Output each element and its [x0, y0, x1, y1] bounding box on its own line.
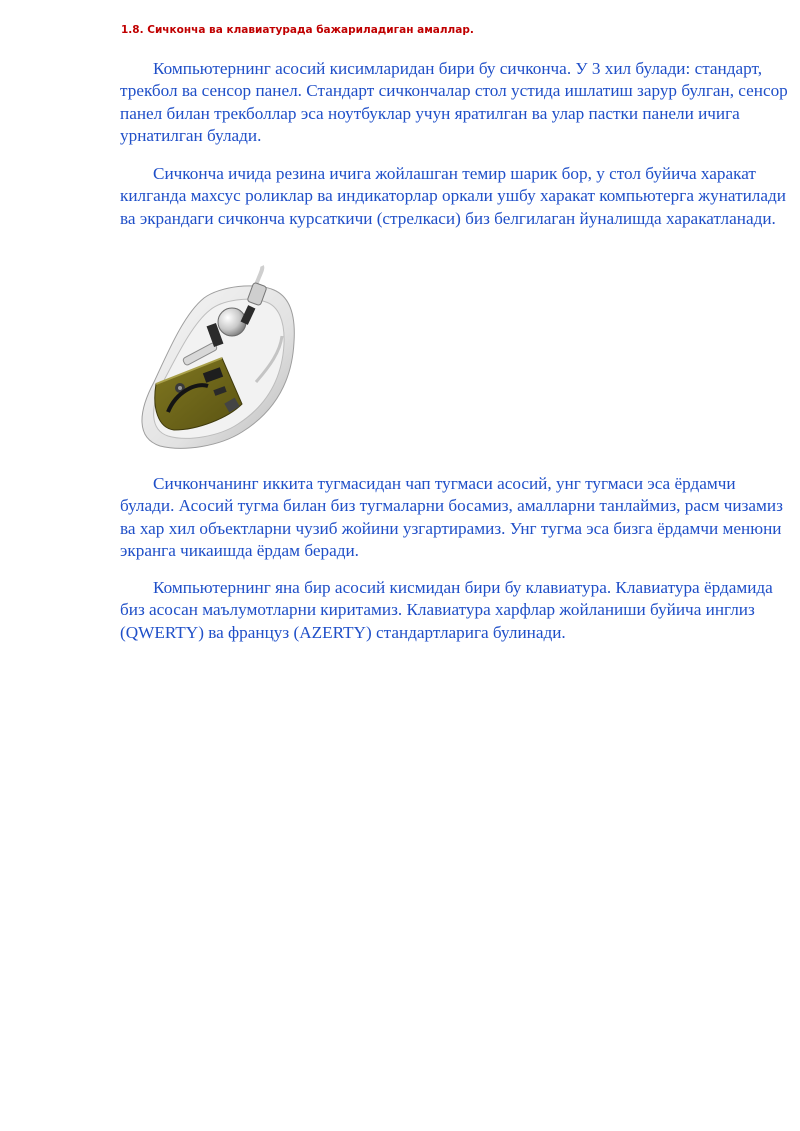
paragraph-mouse-ball: Сичконча ичида резина ичига жойлашган темир шарик бор, у стол буйича харакат килганда махсус роликлар ва индикаторлар оркали ушбу харакат компьютерга жунатилади ва экрандаги сичконча курсаткичи (стрелкаси) биз белгилаган йуналишда харакатланади.: [120, 164, 786, 228]
paragraph-keyboard: Компьютернинг яна бир асосий кисмидан бири бу клавиатура. Клавиатура ёрдамида биз асосан маълумотларни киритамиз. Клавиатура харфлар жойланиши буйича инглиз (QWERTY) ва француз (AZERTY) стандартларига булинади.: [120, 578, 773, 642]
paragraph-mouse-types: Компьютернинг асосий кисимларидан бири бу сичконча. У 3 хил булади: стандарт, трекбол ва сенсор панел. Стандарт сичкончалар стол устида ишлатиш зарур булган, сенсор панел билан трекболлар эса ноутбуклар учун яратилган ва улар пастки панели ичига урнатилган булади.: [120, 59, 788, 145]
section-heading: 1.8. Сичконча ва клавиатурада бажариладиган амаллар.: [121, 24, 474, 36]
paragraph-mouse-buttons: Сичкончанинг иккита тугмасидан чап тугмаси асосий, унг тугмаси эса ёрдамчи булади. Асосий тугма билан биз тугмаларни босамиз, амалларни танлаймиз, расм чизамиз ва хар хил объектларни чузиб жойини узгартирамиз. Унг тугма эса бизга ёрдамчи менюни экранга чикаишда ёрдам беради.: [120, 474, 783, 560]
mouse-internals-illustration: [124, 262, 302, 452]
mouse-internals-icon: [124, 262, 302, 452]
